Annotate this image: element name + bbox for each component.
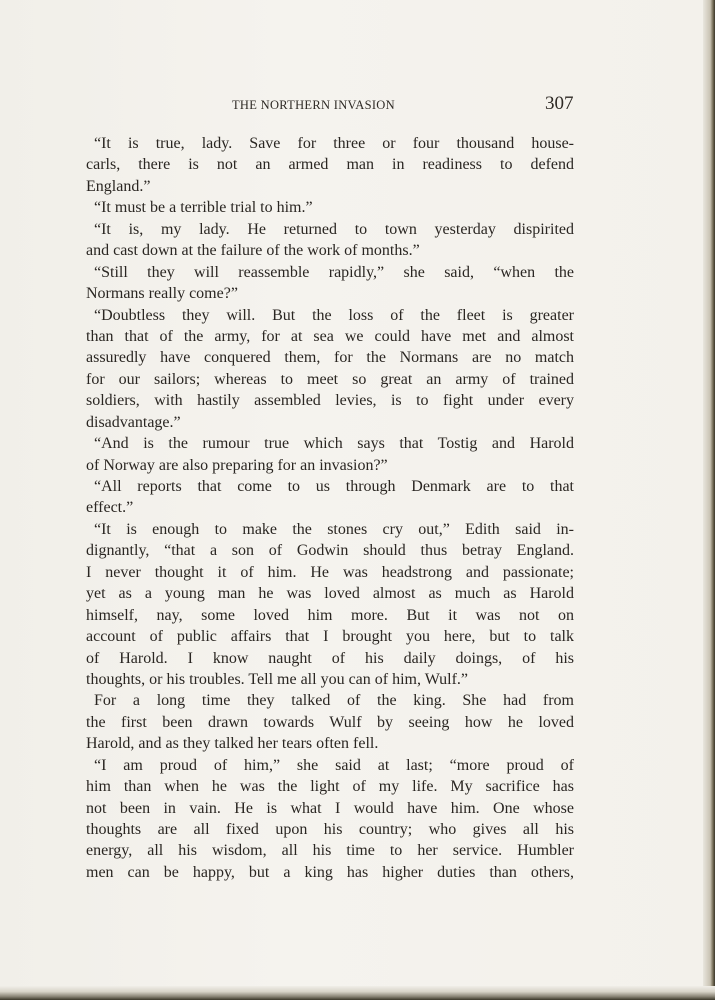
page-bottom-edge	[0, 986, 715, 1000]
running-title: THE NORTHERN INVASION	[232, 98, 395, 112]
text-line: himself, nay, some loved him more. But it was not on	[86, 606, 574, 624]
text-line: account of public affairs that I brought you here, but to talk	[86, 628, 574, 646]
text-line: of Norway are also preparing for an invasion?”	[86, 456, 388, 474]
text-line: Normans really come?”	[86, 285, 238, 303]
text-line: energy, all his wisdom, all his time to her service. Humbler	[86, 842, 574, 860]
page-right-edge	[703, 0, 715, 1000]
text-line: soldiers, with hastily assembled levies, is to fight under every	[86, 392, 574, 410]
text-line: thoughts are all fixed upon his country; who gives all his	[86, 821, 574, 838]
text-line: disadvantage.”	[86, 413, 181, 431]
text-line: “And is the rumour true which says that Tostig and Harold	[94, 435, 574, 453]
text-line: men can be happy, but a king has higher duties than others,	[86, 863, 574, 881]
text-line: “It is enough to make the stones cry out,” Edith said in-	[94, 520, 574, 538]
text-line: than that of the army, for at sea we could have met and almost	[86, 327, 574, 345]
text-line: England.”	[86, 177, 151, 195]
text-line: “I am proud of him,” she said at last; “more proud of	[94, 756, 574, 774]
page-number: 307	[545, 93, 574, 114]
text-line: I never thought it of him. He was headstrong and passionate;	[86, 563, 574, 581]
text-line: “Still they will reassemble rapidly,” she said, “when the	[94, 263, 574, 281]
text-line: “All reports that come to us through Denmark are to that	[94, 478, 574, 495]
body-text	[86, 133, 574, 883]
text-line: him than when he was the light of my life. My sacrifice has	[86, 778, 574, 796]
text-line: For a long time they talked of the king. She had from	[94, 692, 574, 710]
text-line: for our sailors; whereas to meet so great an army of trained	[86, 370, 574, 388]
text-line: carls, there is not an armed man in readiness to defend	[86, 156, 574, 174]
text-line: dignantly, “that a son of Godwin should thus betray England.	[86, 542, 574, 560]
text-line: not been in vain. He is what I would have him. One whose	[86, 799, 574, 817]
text-line: the first been drawn towards Wulf by seeing how he loved	[86, 713, 574, 731]
text-line: thoughts, or his troubles. Tell me all you can of him, Wulf.”	[86, 670, 469, 688]
text-line: assuredly have conquered them, for the Normans are no match	[86, 349, 574, 367]
text-line: effect.”	[86, 499, 134, 517]
text-line: “Doubtless they will. But the loss of the fleet is greater	[94, 306, 574, 324]
text-line: yet as a young man he was loved almost as much as Harold	[86, 585, 574, 603]
text-line: Harold, and as they talked her tears often fell.	[86, 735, 379, 753]
text-line: “It is true, lady. Save for three or four thousand house-	[94, 135, 574, 152]
text-line: of Harold. I know naught of his daily doings, of his	[86, 649, 574, 667]
text-line: “It is, my lady. He returned to town yesterday dispirited	[94, 220, 574, 238]
text-line: and cast down at the failure of the work of months.”	[86, 242, 420, 260]
text-line: “It must be a terrible trial to him.”	[94, 199, 313, 217]
